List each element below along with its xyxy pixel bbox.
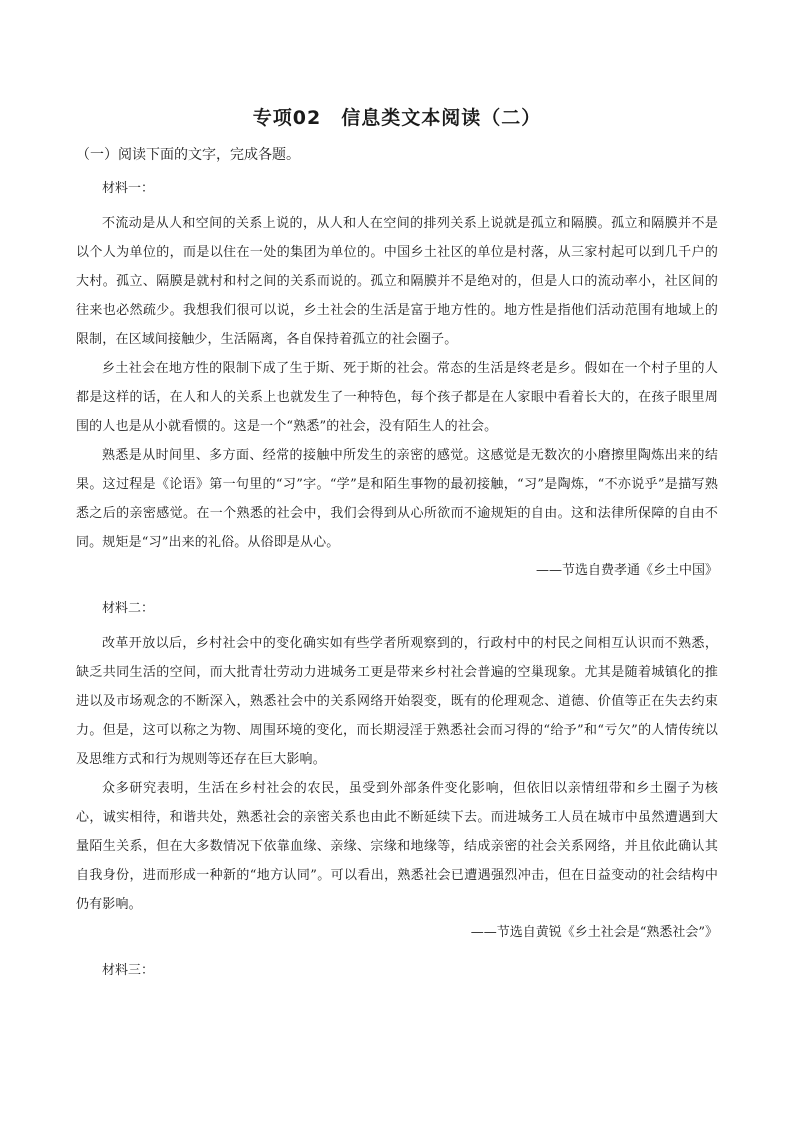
material-one <box>76 179 718 585</box>
paragraph: 乡土社会在地方性的限制下成了生于斯、死于斯的社会。常态的生活是终老是乡。假如在一个村子里的人都是这样的话，在人和人的关系上也就发生了一种特色，每个孩子都是在人家眼中看着长大的，在孩子眼里周围的人也是从小就看惯的。这是一个“熟悉”的社会，没有陌生人的社会。 <box>76 361 718 434</box>
page-title: 专项02 信息类文本阅读（二） <box>252 107 542 129</box>
material-three <box>76 961 718 981</box>
paragraph: 众多研究表明，生活在乡村社会的农民，虽受到外部条件变化影响，但依旧以亲情纽带和乡土圈子为核心，诚实相待，和谐共处，熟悉社会的亲密关系也由此不断延续下去。而进城务工人员在城市中虽然遭遇到大量陌生关系，但在大多数情况下依靠血缘、亲缘、宗缘和地缘等，结成亲密的社会关系网络，并且依此确认其自我身份，进而形成一种新的“地方认同”。可以看出，熟悉社会已遭遇强烈冲击，但在日益变动的社会结构中仍有影响。 <box>76 781 718 912</box>
paragraph: 不流动是从人和空间的关系上说的，从人和人在空间的排列关系上说就是孤立和隔膜。孤立和隔膜并不是以个人为单位的，而是以住在一处的集团为单位的。中国乡土社区的单位是村落，从三家村起可以到几千户的大村。孤立、隔膜是就村和村之间的关系而说的。孤立和隔膜并不是绝对的，但是人口的流动率小，社区间的往来也必然疏少。我想我们很可以说，乡土社会的生活是富于地方性的。地方性是指他们活动范围有地域上的限制，在区域间接触少，生活隔离，各自保持着孤立的社会圈子。 <box>76 216 718 347</box>
material-heading: 材料三： <box>102 963 155 978</box>
question-instruction: （一）阅读下面的文字，完成各题。 <box>76 147 300 163</box>
material-two <box>76 599 718 947</box>
source-citation: ——节选自费孝通《乡土中国》 <box>535 563 718 578</box>
paragraph: 熟悉是从时间里、多方面、经常的接触中所发生的亲密的感觉。这感觉是无数次的小磨擦里陶炼出来的结果。这过程是《论语》第一句里的“习”字。“学”是和陌生事物的最初接触，“习”是陶炼，“不亦说乎”是描写熟悉之后的亲密感觉。在一个熟悉的社会中，我们会得到从心所欲而不逾规矩的自由。这和法律所保障的自由不同。规矩是“习”出来的礼俗。从俗即是从心。 <box>76 448 718 550</box>
material-heading: 材料一： <box>102 181 155 196</box>
paragraph: 改革开放以后，乡村社会中的变化确实如有些学者所观察到的，行政村中的村民之间相互认识而不熟悉，缺乏共同生活的空间，而大批青壮劳动力进城务工更是带来乡村社会普遍的空巢现象。尤其是随着城镇化的推进以及市场观念的不断深入，熟悉社会中的关系网络开始裂变，既有的伦理观念、道德、价值等正在失去约束力。但是，这可以称之为物、周围环境的变化，而长期浸淫于熟悉社会而习得的“给予”和“亏欠”的人情传统以及思维方式和行为规则等还存在巨大影响。 <box>76 636 718 767</box>
material-heading: 材料二： <box>102 601 155 616</box>
source-citation: ——节选自黄锐《乡土社会是“熟悉社会”》 <box>470 925 718 940</box>
document-body <box>76 145 718 991</box>
